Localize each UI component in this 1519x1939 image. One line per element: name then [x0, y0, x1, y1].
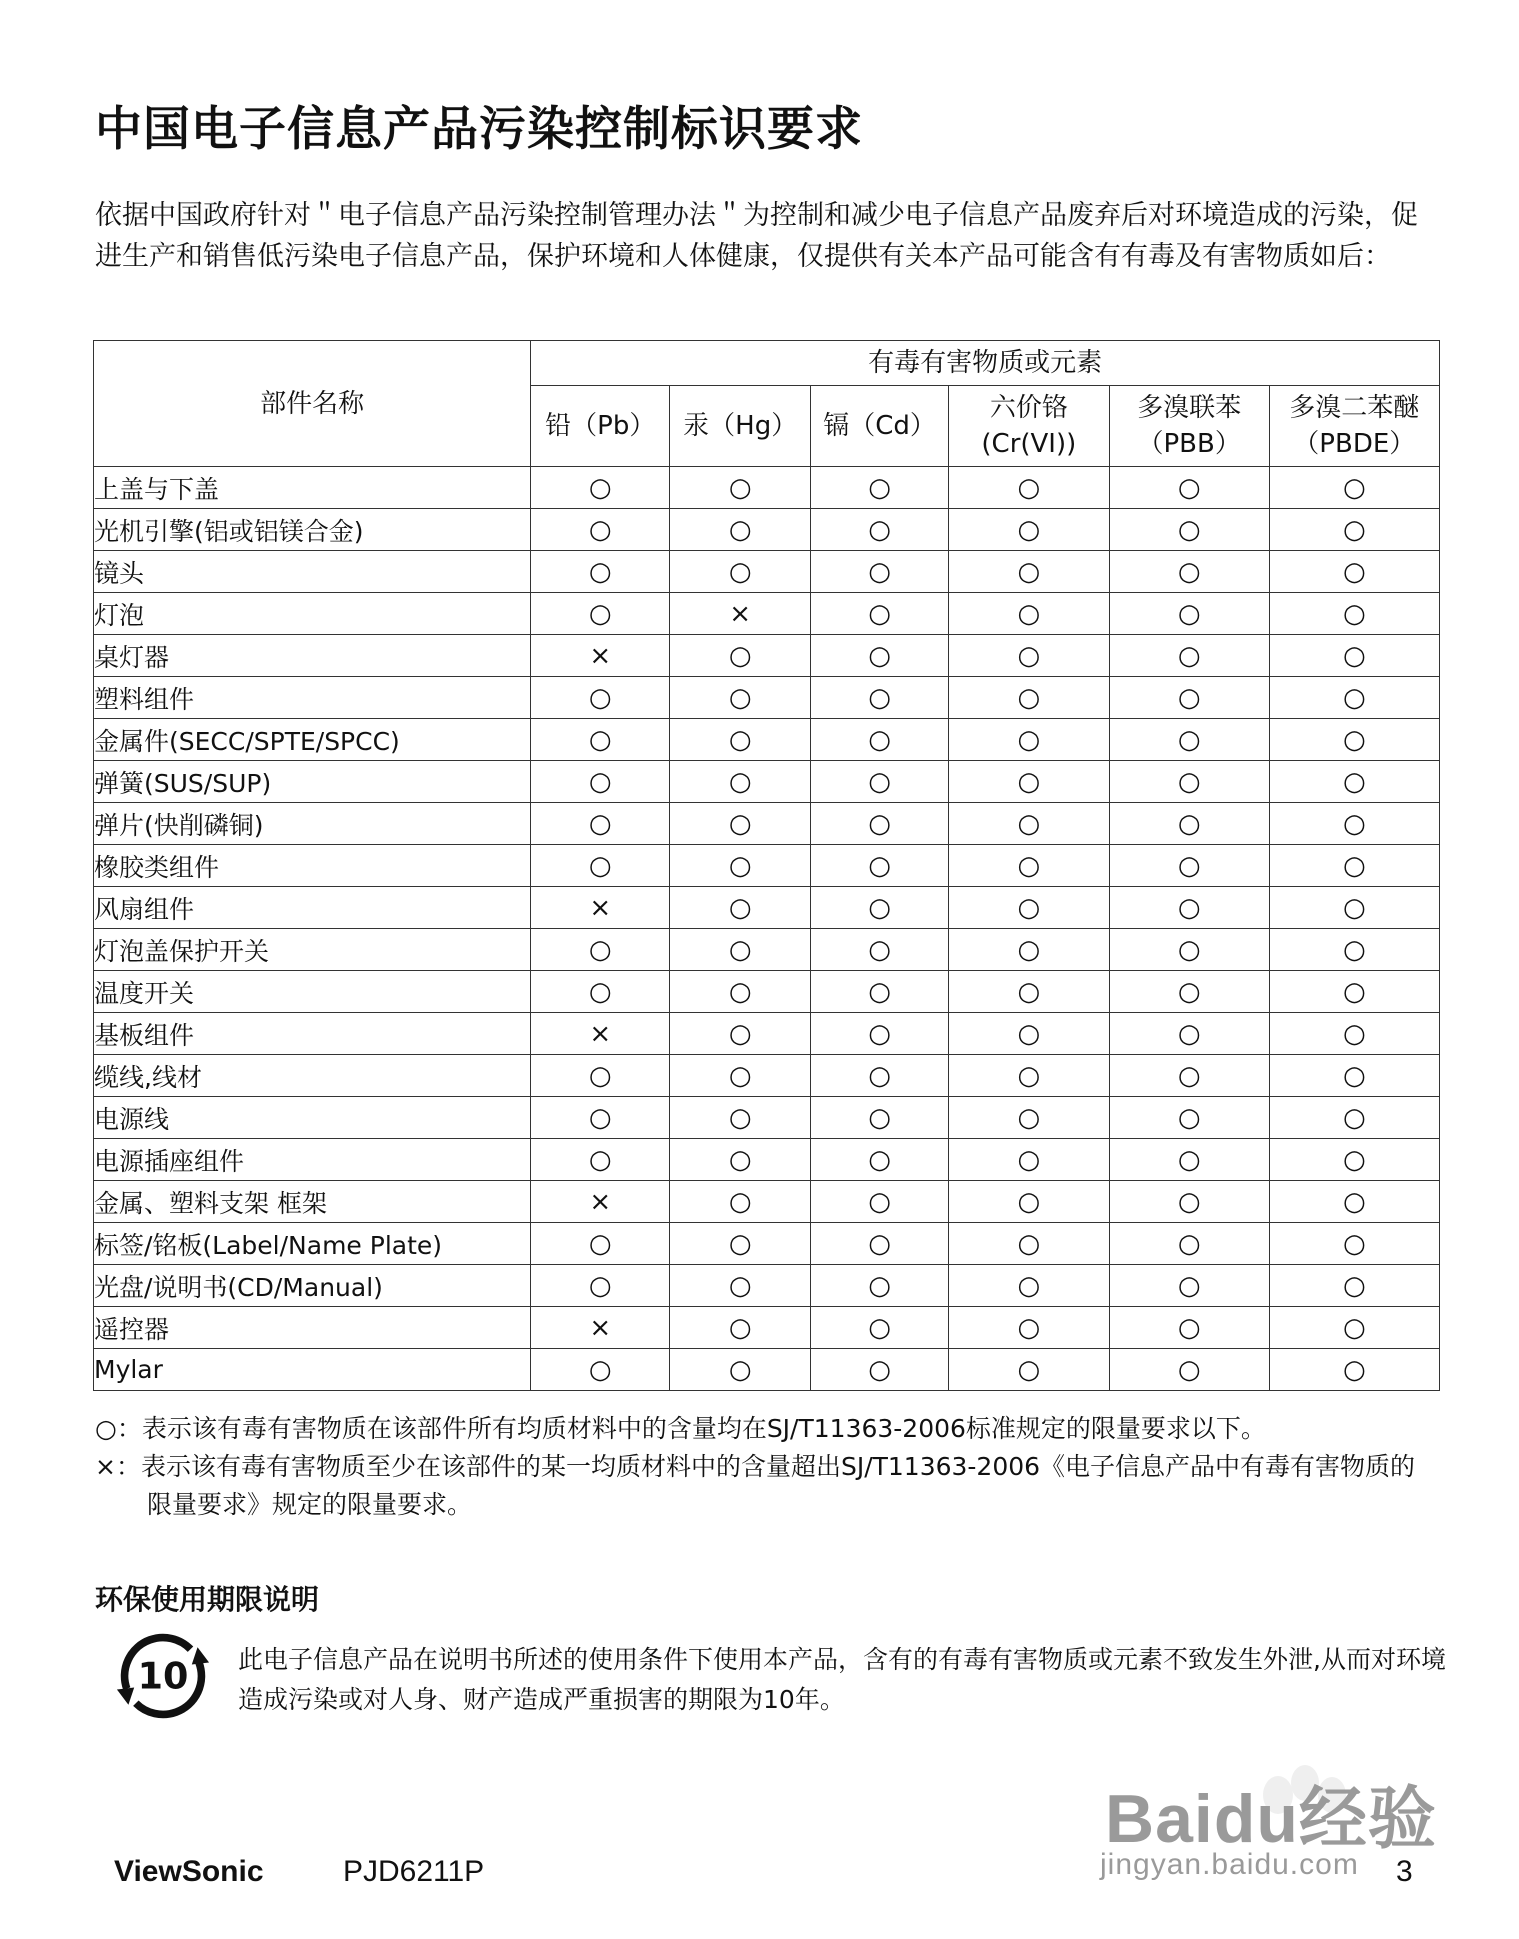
substance-mark-cell: ○: [531, 971, 670, 1013]
substance-mark-cell: ○: [948, 1097, 1109, 1139]
part-name-cell: 塑料组件: [94, 677, 531, 719]
substance-mark-cell: ○: [811, 1097, 949, 1139]
substance-mark-cell: ○: [811, 593, 949, 635]
substance-mark-cell: ○: [948, 1055, 1109, 1097]
column-header-line1: 多溴二苯醚: [1289, 393, 1420, 423]
table-row: [94, 1223, 1440, 1265]
substance-mark-cell: ○: [670, 929, 811, 971]
substance-mark-cell: ○: [531, 1097, 670, 1139]
substance-mark-cell: ○: [811, 467, 949, 509]
substance-mark-cell: ○: [670, 635, 811, 677]
part-name-cell: 电源线: [94, 1097, 531, 1139]
substance-mark-cell: ○: [1109, 887, 1269, 929]
part-name-cell: 缆线,线材: [94, 1055, 531, 1097]
column-header-line2: （PBB）: [1137, 429, 1241, 459]
table-row: [94, 971, 1440, 1013]
substance-column-header: [670, 386, 811, 467]
substance-mark-cell: ○: [1109, 1097, 1269, 1139]
substance-mark-cell: ○: [811, 1013, 949, 1055]
substance-mark-cell: ○: [948, 761, 1109, 803]
substance-column-header: [948, 386, 1109, 467]
eco-badge-number: 10: [137, 1654, 189, 1698]
column-header-line2: (Cr(VI)): [981, 429, 1077, 459]
substance-column-header: [811, 386, 949, 467]
hazardous-substances-table: [93, 340, 1440, 1391]
part-name-cell: 标签/铭板(Label/Name Plate): [94, 1223, 531, 1265]
table-row: [94, 635, 1440, 677]
substance-mark-cell: ○: [1109, 761, 1269, 803]
substance-mark-cell: ○: [811, 635, 949, 677]
substance-mark-cell: ○: [1269, 1181, 1439, 1223]
substance-mark-cell: ○: [811, 1139, 949, 1181]
substance-mark-cell: ○: [1269, 761, 1439, 803]
substance-column-header: [1109, 386, 1269, 467]
substance-mark-cell: ○: [948, 593, 1109, 635]
substance-mark-cell: ○: [948, 929, 1109, 971]
table-row: [94, 1013, 1440, 1055]
table-row: [94, 1055, 1440, 1097]
page-title: 中国电子信息产品污染控制标识要求: [95, 102, 863, 157]
substance-mark-cell: ○: [811, 929, 949, 971]
table-row: [94, 1097, 1440, 1139]
footer-model: PJD6211P: [343, 1855, 485, 1888]
table-row: [94, 1307, 1440, 1349]
substance-mark-cell: ○: [531, 593, 670, 635]
substance-mark-cell: ○: [670, 551, 811, 593]
part-name-cell: 光机引擎(铝或铝镁合金): [94, 509, 531, 551]
substance-mark-cell: ○: [948, 677, 1109, 719]
substance-mark-cell: ×: [531, 1013, 670, 1055]
table-row: [94, 887, 1440, 929]
part-name-cell: 电源插座组件: [94, 1139, 531, 1181]
table-row: [94, 593, 1440, 635]
substance-mark-cell: ○: [1109, 551, 1269, 593]
substance-mark-cell: ○: [1109, 593, 1269, 635]
table-row: [94, 677, 1440, 719]
column-header-line1: 六价铬: [989, 393, 1068, 423]
table-row: [94, 467, 1440, 509]
part-name-cell: 弹片(快削磷铜): [94, 803, 531, 845]
substance-mark-cell: ○: [1109, 971, 1269, 1013]
substance-mark-cell: ○: [811, 1349, 949, 1391]
substance-column-header: [1269, 386, 1439, 467]
table-row: [94, 719, 1440, 761]
substance-mark-cell: ○: [670, 1181, 811, 1223]
substance-mark-cell: ○: [948, 1181, 1109, 1223]
substance-mark-cell: ○: [1109, 1181, 1269, 1223]
part-name-cell: 金属件(SECC/SPTE/SPCC): [94, 719, 531, 761]
substance-mark-cell: ○: [531, 803, 670, 845]
substance-mark-cell: ○: [1109, 1055, 1269, 1097]
substance-mark-cell: ○: [670, 845, 811, 887]
substance-mark-cell: ○: [531, 551, 670, 593]
substance-mark-cell: ○: [948, 1307, 1109, 1349]
notes: [95, 1410, 1440, 1524]
substance-mark-cell: ○: [1269, 1223, 1439, 1265]
note-circle: ○：表示该有毒有害物质在该部件所有均质材料中的含量均在SJ/T11363-2006标准规定的限量要求以下。: [95, 1414, 1266, 1443]
watermark-url: jingyan.baidu.com: [1100, 1848, 1359, 1881]
substance-mark-cell: ○: [1269, 593, 1439, 635]
substance-mark-cell: ○: [1269, 467, 1439, 509]
substance-mark-cell: ○: [1269, 803, 1439, 845]
substance-mark-cell: ○: [1269, 1097, 1439, 1139]
substance-mark-cell: ○: [948, 509, 1109, 551]
substance-group-header: 有毒有害物质或元素: [531, 341, 1440, 386]
substance-mark-cell: ○: [1269, 971, 1439, 1013]
part-name-cell: 上盖与下盖: [94, 467, 531, 509]
table-row: [94, 509, 1440, 551]
substance-mark-cell: ○: [948, 1013, 1109, 1055]
substance-mark-cell: ○: [1269, 845, 1439, 887]
table-row: [94, 929, 1440, 971]
column-header-line1: 汞（Hg）: [683, 411, 798, 441]
part-name-cell: 遥控器: [94, 1307, 531, 1349]
substance-mark-cell: ○: [670, 1139, 811, 1181]
substance-mark-cell: ○: [670, 1265, 811, 1307]
substance-mark-cell: ○: [670, 1349, 811, 1391]
substance-mark-cell: ○: [948, 719, 1109, 761]
substance-mark-cell: ○: [670, 803, 811, 845]
eco-text: 此电子信息产品在说明书所述的使用条件下使用本产品，含有的有毒有害物质或元素不致发生外泄,从而对环境造成污染或对人身、财产造成严重损害的期限为10年。: [238, 1645, 1446, 1714]
substance-mark-cell: ○: [1109, 803, 1269, 845]
substance-mark-cell: ○: [1269, 551, 1439, 593]
part-name-cell: 基板组件: [94, 1013, 531, 1055]
substance-mark-cell: ○: [531, 719, 670, 761]
substance-mark-cell: ○: [531, 1055, 670, 1097]
column-header-line2: （PBDE）: [1293, 429, 1416, 459]
substance-mark-cell: ○: [670, 971, 811, 1013]
substance-mark-cell: ○: [670, 467, 811, 509]
substance-mark-cell: ○: [948, 1139, 1109, 1181]
substance-mark-cell: ○: [670, 509, 811, 551]
substance-mark-cell: ○: [531, 1139, 670, 1181]
substance-mark-cell: ○: [670, 761, 811, 803]
substance-mark-cell: ○: [1109, 929, 1269, 971]
substance-mark-cell: ○: [670, 1223, 811, 1265]
substance-mark-cell: ○: [948, 467, 1109, 509]
substance-mark-cell: ○: [670, 1013, 811, 1055]
substance-mark-cell: ○: [1269, 1013, 1439, 1055]
substance-mark-cell: ○: [1109, 1349, 1269, 1391]
substance-mark-cell: ○: [811, 719, 949, 761]
table-row: [94, 803, 1440, 845]
substance-mark-cell: ○: [811, 1055, 949, 1097]
substance-mark-cell: ○: [670, 1097, 811, 1139]
substance-mark-cell: ○: [948, 1223, 1109, 1265]
substance-mark-cell: ○: [531, 929, 670, 971]
column-header-line1: 铅（Pb）: [545, 411, 656, 441]
substance-mark-cell: ○: [1109, 1307, 1269, 1349]
substance-mark-cell: ○: [948, 845, 1109, 887]
substance-mark-cell: ○: [811, 971, 949, 1013]
substance-mark-cell: ○: [1109, 677, 1269, 719]
substance-mark-cell: ○: [1109, 635, 1269, 677]
table-row: [94, 761, 1440, 803]
table-row: [94, 845, 1440, 887]
part-name-cell: 桌灯器: [94, 635, 531, 677]
substance-mark-cell: ○: [1109, 1139, 1269, 1181]
substance-mark-cell: ○: [1109, 1013, 1269, 1055]
substance-mark-cell: ○: [531, 1265, 670, 1307]
substance-mark-cell: ○: [531, 509, 670, 551]
part-name-cell: 弹簧(SUS/SUP): [94, 761, 531, 803]
substance-mark-cell: ○: [811, 803, 949, 845]
substance-mark-cell: ○: [531, 1223, 670, 1265]
substance-mark-cell: ○: [948, 551, 1109, 593]
substance-mark-cell: ○: [1109, 845, 1269, 887]
substance-mark-cell: ○: [811, 677, 949, 719]
watermark-brand: Baidu经验: [1105, 1781, 1437, 1857]
part-name-cell: 金属、塑料支架 框架: [94, 1181, 531, 1223]
substance-mark-cell: ○: [1269, 887, 1439, 929]
table-row: [94, 1349, 1440, 1391]
substance-mark-cell: ○: [1269, 719, 1439, 761]
substance-mark-cell: ○: [670, 1055, 811, 1097]
substance-mark-cell: ○: [670, 719, 811, 761]
substance-mark-cell: ○: [811, 887, 949, 929]
eco-period-10-icon: [115, 1628, 211, 1724]
substance-mark-cell: ○: [948, 971, 1109, 1013]
footer-brand: ViewSonic: [114, 1855, 264, 1888]
part-name-cell: 灯泡盖保护开关: [94, 929, 531, 971]
page-number: 3: [1396, 1855, 1413, 1888]
substance-mark-cell: ○: [1109, 1223, 1269, 1265]
substance-mark-cell: ○: [1269, 1349, 1439, 1391]
substance-mark-cell: ○: [811, 1181, 949, 1223]
substance-mark-cell: ○: [1269, 677, 1439, 719]
part-name-cell: Mylar: [94, 1349, 531, 1391]
substance-mark-cell: ○: [1109, 1265, 1269, 1307]
substance-mark-cell: ○: [948, 803, 1109, 845]
substance-mark-cell: ○: [531, 467, 670, 509]
substance-mark-cell: ○: [1269, 1307, 1439, 1349]
substance-mark-cell: ○: [1269, 509, 1439, 551]
substance-mark-cell: ×: [670, 593, 811, 635]
substance-mark-cell: ○: [670, 887, 811, 929]
substance-mark-cell: ○: [531, 1349, 670, 1391]
substance-mark-cell: ○: [948, 1265, 1109, 1307]
substance-mark-cell: ○: [948, 1349, 1109, 1391]
substance-mark-cell: ○: [531, 761, 670, 803]
part-name-header: 部件名称: [94, 341, 531, 467]
part-name-cell: 风扇组件: [94, 887, 531, 929]
substance-mark-cell: ○: [811, 761, 949, 803]
column-header-line1: 多溴联苯: [1137, 393, 1242, 423]
substance-mark-cell: ○: [811, 509, 949, 551]
eco-heading: 环保使用期限说明: [95, 1583, 320, 1616]
column-header-line1: 镉（Cd）: [823, 411, 936, 441]
substance-mark-cell: ○: [531, 677, 670, 719]
part-name-cell: 光盘/说明书(CD/Manual): [94, 1265, 531, 1307]
substance-mark-cell: ×: [531, 1181, 670, 1223]
note-cross: ×：表示该有毒有害物质至少在该部件的某一均质材料中的含量超出SJ/T11363-2006《电子信息产品中有毒有害物质的限量要求》规定的限量要求。: [95, 1452, 1416, 1519]
substance-mark-cell: ○: [531, 845, 670, 887]
table-row: [94, 1265, 1440, 1307]
substance-mark-cell: ○: [811, 1265, 949, 1307]
substance-mark-cell: ○: [1109, 467, 1269, 509]
substance-mark-cell: ×: [531, 887, 670, 929]
substance-mark-cell: ○: [811, 845, 949, 887]
part-name-cell: 橡胶类组件: [94, 845, 531, 887]
substance-mark-cell: ○: [948, 887, 1109, 929]
part-name-cell: 灯泡: [94, 593, 531, 635]
substance-column-header: [531, 386, 670, 467]
substance-mark-cell: ○: [1269, 1265, 1439, 1307]
table-row: [94, 1181, 1440, 1223]
substance-mark-cell: ○: [670, 677, 811, 719]
substance-mark-cell: ○: [1269, 1139, 1439, 1181]
part-name-cell: 镜头: [94, 551, 531, 593]
substance-mark-cell: ○: [811, 1223, 949, 1265]
part-name-cell: 温度开关: [94, 971, 531, 1013]
intro-paragraph: 依据中国政府针对＂电子信息产品污染控制管理办法＂为控制和减少电子信息产品废弃后对环境造成的污染，促进生产和销售低污染电子信息产品，保护环境和人体健康，仅提供有关本产品可能含有有毒及有害物质如后：: [95, 200, 1418, 272]
table-row: [94, 551, 1440, 593]
substance-mark-cell: ○: [811, 1307, 949, 1349]
substance-mark-cell: ○: [948, 635, 1109, 677]
substance-mark-cell: ○: [670, 1307, 811, 1349]
substance-mark-cell: ○: [811, 551, 949, 593]
substance-mark-cell: ×: [531, 635, 670, 677]
substance-mark-cell: ×: [531, 1307, 670, 1349]
substance-mark-cell: ○: [1269, 1055, 1439, 1097]
table-row: [94, 1139, 1440, 1181]
substance-mark-cell: ○: [1269, 929, 1439, 971]
substance-mark-cell: ○: [1109, 509, 1269, 551]
substance-mark-cell: ○: [1109, 719, 1269, 761]
substance-mark-cell: ○: [1269, 635, 1439, 677]
